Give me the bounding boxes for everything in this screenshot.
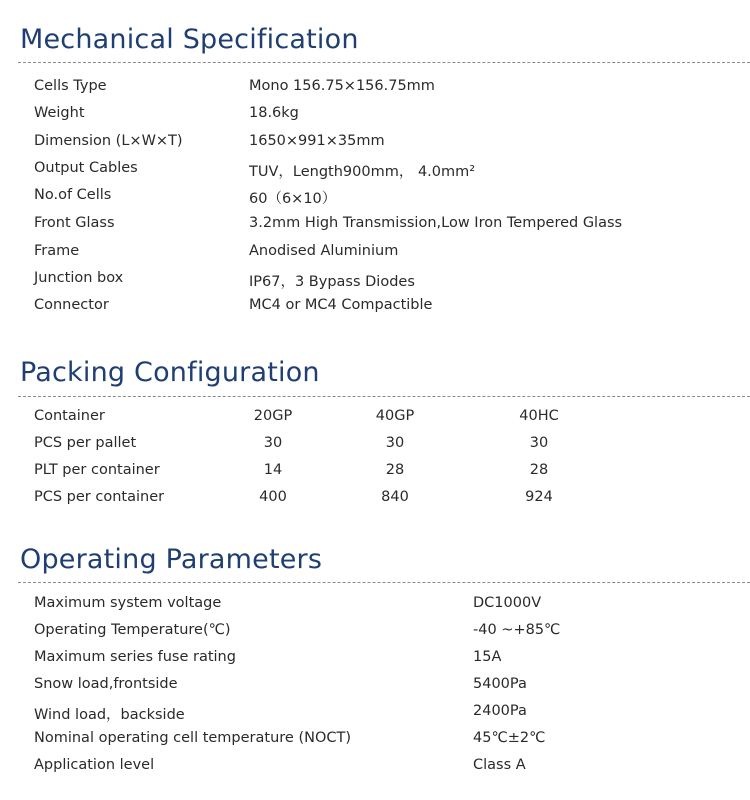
spec-value: 60（6×10） xyxy=(249,191,337,207)
spec-label: Output Cables xyxy=(34,160,138,176)
spec-value: TUV，Length900mm， 4.0mm² xyxy=(249,164,476,180)
param-value: 45℃±2℃ xyxy=(473,730,546,746)
table-header-row xyxy=(0,408,750,434)
spec-label: Weight xyxy=(34,105,85,121)
table-cell: 924 xyxy=(525,489,553,505)
param-label: Maximum series fuse rating xyxy=(34,649,236,665)
spec-value: 1650×991×35mm xyxy=(249,133,385,149)
spec-row xyxy=(0,160,750,186)
spec-label: Connector xyxy=(34,297,109,313)
spec-row xyxy=(0,297,750,323)
table-row xyxy=(0,489,750,515)
section-title-operating: Operating Parameters xyxy=(20,544,323,575)
spec-label: Front Glass xyxy=(34,215,115,231)
spec-label: Cells Type xyxy=(34,78,107,94)
param-label: Nominal operating cell temperature (NOCT) xyxy=(34,730,352,746)
spec-row xyxy=(0,78,750,104)
param-row xyxy=(0,622,750,648)
param-row xyxy=(0,676,750,702)
param-value: 2400Pa xyxy=(473,703,527,719)
spec-value: IP67，3 Bypass Diodes xyxy=(249,274,415,290)
row-label: PLT per container xyxy=(34,462,160,478)
section-title-packing: Packing Configuration xyxy=(20,357,320,388)
spec-value: 3.2mm High Transmission,Low Iron Tempered Glass xyxy=(249,215,623,231)
column-header: Container xyxy=(34,408,105,424)
spec-label: Frame xyxy=(34,243,80,259)
table-cell: 840 xyxy=(381,489,409,505)
column-header: 40HC xyxy=(519,408,559,424)
spec-label: Dimension (L×W×T) xyxy=(34,133,183,149)
param-row xyxy=(0,703,750,729)
spec-value: 18.6kg xyxy=(249,105,299,121)
param-value: 15A xyxy=(473,649,502,665)
param-row xyxy=(0,649,750,675)
spec-row xyxy=(0,215,750,241)
spec-row xyxy=(0,133,750,159)
column-header: 20GP xyxy=(253,408,293,424)
spec-value: Mono 156.75×156.75mm xyxy=(249,78,435,94)
spec-row xyxy=(0,105,750,131)
param-label: Application level xyxy=(34,757,155,773)
spec-label: No.of Cells xyxy=(34,187,112,203)
param-label: Operating Temperature(℃) xyxy=(34,622,231,638)
column-header: 40GP xyxy=(375,408,415,424)
table-cell: 14 xyxy=(263,462,283,478)
section-title-mechanical: Mechanical Specification xyxy=(20,24,359,55)
table-row xyxy=(0,435,750,461)
table-cell: 400 xyxy=(259,489,287,505)
table-cell: 30 xyxy=(385,435,405,451)
param-label: Maximum system voltage xyxy=(34,595,222,611)
section-divider xyxy=(18,62,750,63)
param-value: DC1000V xyxy=(473,595,542,611)
table-cell: 28 xyxy=(529,462,549,478)
spec-value: MC4 or MC4 Compactible xyxy=(249,297,433,313)
row-label: PCS per container xyxy=(34,489,165,505)
spec-row xyxy=(0,270,750,296)
param-value: 5400Pa xyxy=(473,676,527,692)
spec-row xyxy=(0,243,750,269)
spec-label: Junction box xyxy=(34,270,124,286)
param-label: Wind load，backside xyxy=(34,707,185,723)
row-label: PCS per pallet xyxy=(34,435,137,451)
param-row xyxy=(0,757,750,783)
table-cell: 30 xyxy=(263,435,283,451)
table-cell: 28 xyxy=(385,462,405,478)
param-row xyxy=(0,595,750,621)
section-divider xyxy=(18,396,750,397)
table-row xyxy=(0,462,750,488)
spec-row xyxy=(0,187,750,213)
param-value: Class A xyxy=(473,757,526,773)
section-divider xyxy=(18,582,750,583)
table-cell: 30 xyxy=(529,435,549,451)
param-label: Snow load,frontside xyxy=(34,676,178,692)
param-value: -40 ~+85℃ xyxy=(473,622,561,638)
param-row xyxy=(0,730,750,756)
spec-value: Anodised Aluminium xyxy=(249,243,399,259)
